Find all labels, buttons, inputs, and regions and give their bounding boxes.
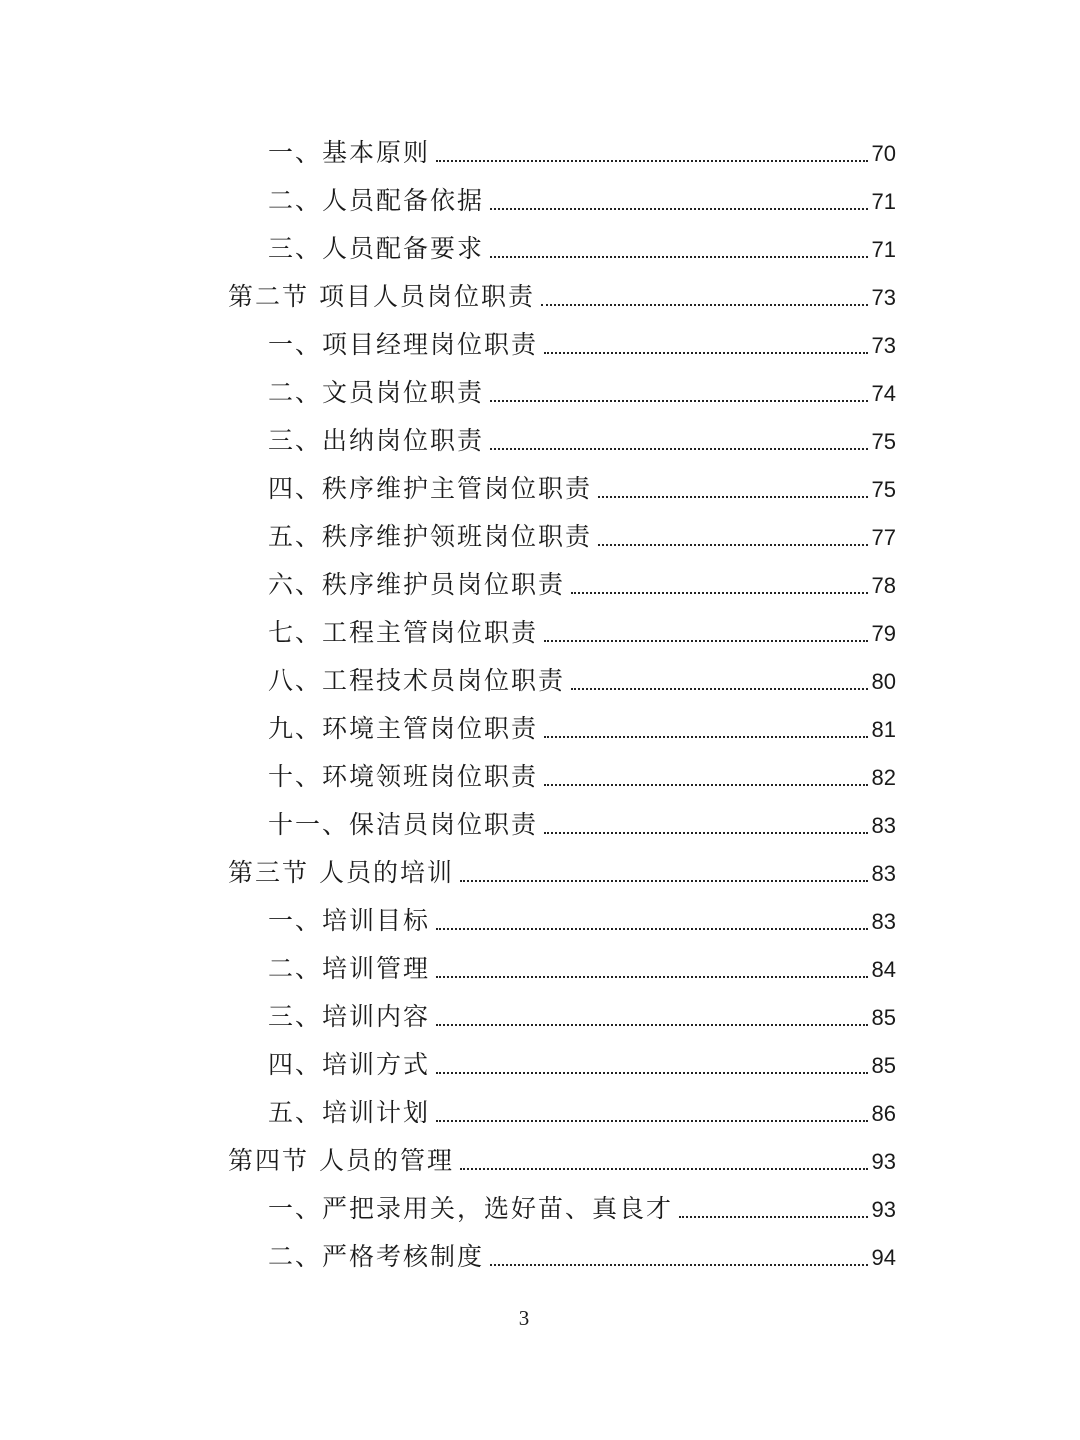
toc-entry-page: 81: [871, 717, 896, 742]
toc-dot-leader: [544, 735, 868, 738]
toc-dot-leader: [598, 543, 868, 546]
toc-entry-page: 93: [871, 1197, 896, 1222]
toc-dot-leader: [544, 351, 868, 354]
toc-entry-page: 75: [871, 477, 896, 502]
toc-subsection-entry[interactable]: [228, 225, 896, 273]
toc-entry-title: 三、培训内容: [268, 1002, 431, 1031]
toc-dot-leader: [490, 447, 868, 450]
toc-dot-leader: [490, 399, 868, 402]
toc-entry-page: 78: [871, 573, 896, 598]
toc-entry-page: 71: [871, 237, 896, 262]
toc-subsection-entry[interactable]: [228, 945, 896, 993]
toc-subsection-entry[interactable]: [228, 561, 896, 609]
toc-entry-page: 83: [871, 909, 896, 934]
toc-entry-page: 82: [871, 765, 896, 790]
toc-dot-leader: [679, 1215, 868, 1218]
toc-entry-title: 三、出纳岗位职责: [268, 426, 485, 455]
toc-subsection-entry[interactable]: [228, 465, 896, 513]
toc-entry-page: 70: [871, 141, 896, 166]
toc-subsection-entry[interactable]: [228, 129, 896, 177]
toc-entry-page: 71: [871, 189, 896, 214]
toc-subsection-entry[interactable]: [228, 321, 896, 369]
toc-entry-title: 二、人员配备依据: [268, 186, 485, 215]
toc-dot-leader: [544, 783, 868, 786]
toc-entry-title: 五、培训计划: [268, 1098, 431, 1127]
toc-entry-title: 五、秩序维护领班岗位职责: [268, 522, 593, 551]
toc-subsection-entry[interactable]: [228, 1041, 896, 1089]
toc-entry-title: 一、基本原则: [268, 138, 431, 167]
toc-entry-title: 二、培训管理: [268, 954, 431, 983]
toc-dot-leader: [436, 975, 868, 978]
toc-entry-title: 一、培训目标: [268, 906, 431, 935]
toc-dot-leader: [436, 1023, 868, 1026]
toc-entry-title: 三、人员配备要求: [268, 234, 485, 263]
table-of-contents: [228, 129, 896, 1281]
toc-dot-leader: [598, 495, 868, 498]
toc-subsection-entry[interactable]: [228, 513, 896, 561]
toc-subsection-entry[interactable]: [228, 897, 896, 945]
toc-dot-leader: [436, 1071, 868, 1074]
toc-subsection-entry[interactable]: [228, 753, 896, 801]
toc-dot-leader: [460, 879, 868, 882]
toc-entry-title: 十、环境领班岗位职责: [268, 762, 539, 791]
toc-entry-page: 85: [871, 1005, 896, 1030]
toc-entry-title: 二、严格考核制度: [268, 1242, 485, 1271]
toc-entry-page: 75: [871, 429, 896, 454]
toc-dot-leader: [460, 1167, 868, 1170]
toc-dot-leader: [436, 1119, 868, 1122]
toc-subsection-entry[interactable]: [228, 177, 896, 225]
toc-subsection-entry[interactable]: [228, 993, 896, 1041]
toc-subsection-entry[interactable]: [228, 369, 896, 417]
toc-dot-leader: [571, 687, 868, 690]
toc-subsection-entry[interactable]: [228, 657, 896, 705]
toc-dot-leader: [436, 159, 868, 162]
toc-entry-page: 77: [871, 525, 896, 550]
toc-entry-title: 十一、保洁员岗位职责: [268, 810, 539, 839]
toc-subsection-entry[interactable]: [228, 1233, 896, 1281]
toc-entry-page: 93: [871, 1149, 896, 1174]
toc-entry-title: 一、项目经理岗位职责: [268, 330, 539, 359]
toc-dot-leader: [571, 591, 868, 594]
toc-subsection-entry[interactable]: [228, 1089, 896, 1137]
toc-entry-title: 七、工程主管岗位职责: [268, 618, 539, 647]
toc-entry-title: 八、工程技术员岗位职责: [268, 666, 566, 695]
toc-entry-page: 83: [871, 813, 896, 838]
toc-subsection-entry[interactable]: [228, 705, 896, 753]
toc-entry-page: 94: [871, 1245, 896, 1270]
toc-entry-title: 四、培训方式: [268, 1050, 431, 1079]
toc-entry-title: 一、严把录用关，选好苗、真良才: [268, 1194, 674, 1223]
toc-entry-title: 四、秩序维护主管岗位职责: [268, 474, 593, 503]
toc-entry-title: 第二节 项目人员岗位职责: [228, 282, 535, 311]
toc-subsection-entry[interactable]: [228, 609, 896, 657]
toc-subsection-entry[interactable]: [228, 417, 896, 465]
toc-entry-title: 第三节 人员的培训: [228, 858, 454, 887]
toc-entry-page: 83: [871, 861, 896, 886]
toc-section-entry[interactable]: [228, 1137, 896, 1185]
toc-entry-page: 84: [871, 957, 896, 982]
toc-section-entry[interactable]: [228, 273, 896, 321]
toc-entry-page: 74: [871, 381, 896, 406]
page-number: 3: [518, 1306, 530, 1330]
toc-dot-leader: [490, 207, 868, 210]
toc-entry-page: 79: [871, 621, 896, 646]
toc-section-entry[interactable]: [228, 849, 896, 897]
toc-dot-leader: [436, 927, 868, 930]
toc-entry-page: 80: [871, 669, 896, 694]
toc-entry-title: 第四节 人员的管理: [228, 1146, 454, 1175]
toc-dot-leader: [544, 831, 868, 834]
toc-dot-leader: [490, 1263, 868, 1266]
toc-dot-leader: [544, 639, 868, 642]
toc-entry-title: 九、环境主管岗位职责: [268, 714, 539, 743]
toc-entry-page: 85: [871, 1053, 896, 1078]
toc-dot-leader: [490, 255, 868, 258]
toc-subsection-entry[interactable]: [228, 1185, 896, 1233]
toc-entry-page: 73: [871, 333, 896, 358]
toc-entry-page: 73: [871, 285, 896, 310]
toc-entry-title: 二、文员岗位职责: [268, 378, 485, 407]
toc-subsection-entry[interactable]: [228, 801, 896, 849]
toc-dot-leader: [541, 303, 868, 306]
toc-entry-title: 六、秩序维护员岗位职责: [268, 570, 566, 599]
toc-entry-page: 86: [871, 1101, 896, 1126]
